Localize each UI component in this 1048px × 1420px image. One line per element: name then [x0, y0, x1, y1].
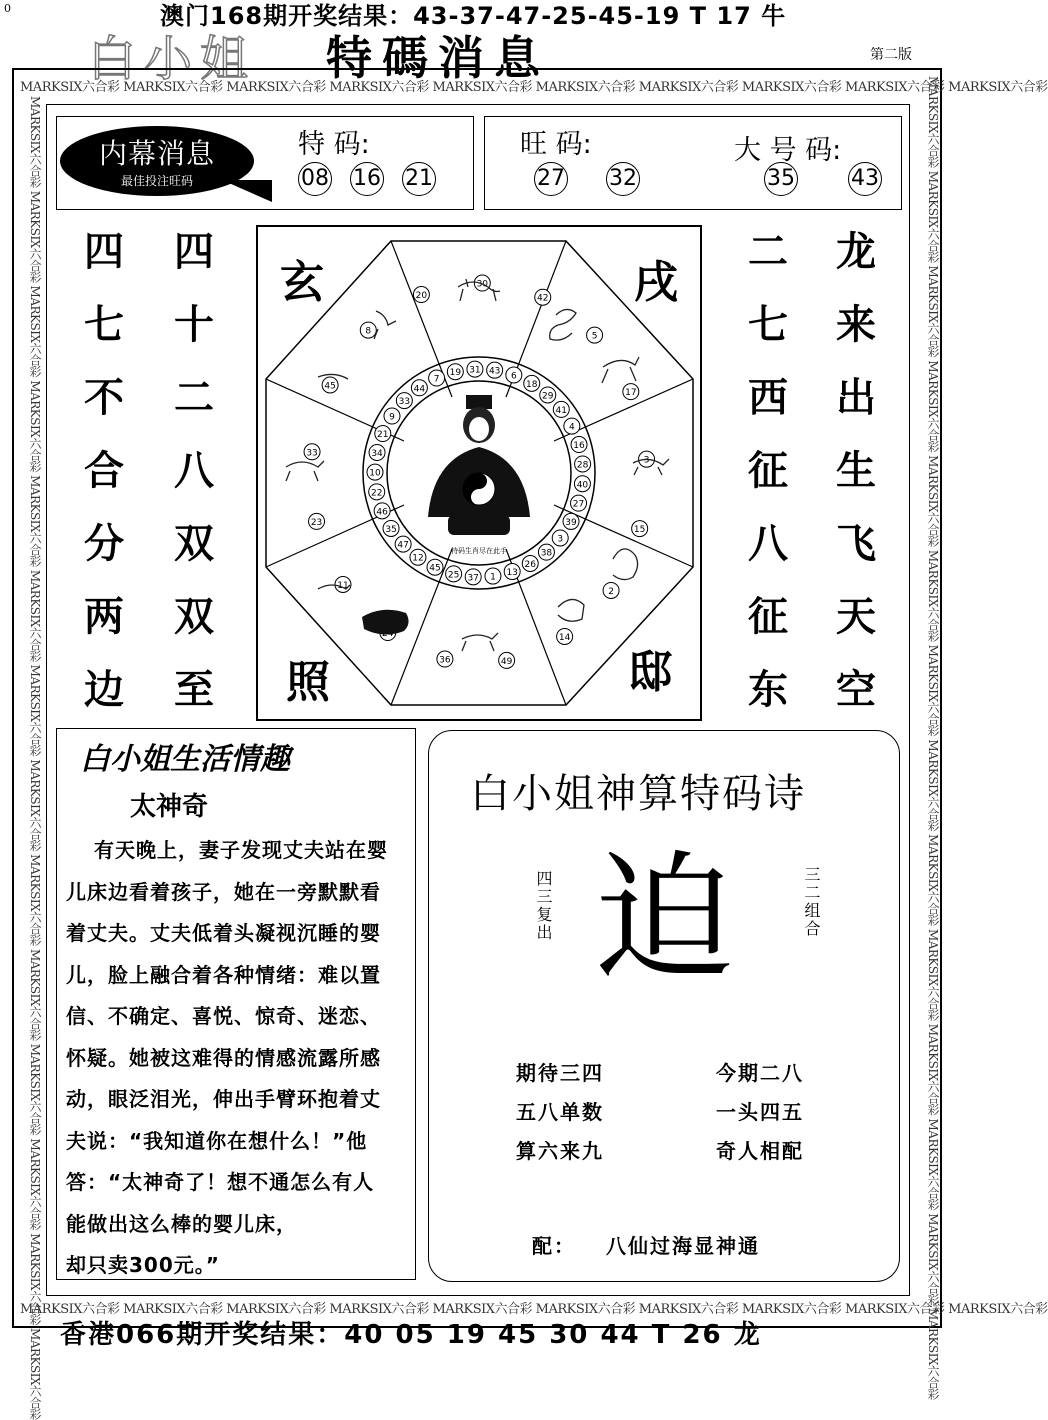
inner-number-label: 7 — [433, 374, 440, 385]
verse-char: 出 — [836, 375, 876, 421]
verse-char: 七 — [748, 302, 788, 348]
verse-char: 不 — [84, 375, 124, 421]
verse-char: 分 — [84, 521, 124, 567]
outer-number-label: 15 — [633, 525, 646, 536]
inner-number-label: 21 — [377, 430, 389, 441]
hongkong-results-banner: 香港066期开奖结果：40 05 19 45 30 44 T 26 龙 — [60, 1320, 762, 1350]
corner-glyph: 戌 — [634, 257, 678, 308]
page-title: 特碼消息 — [326, 31, 550, 85]
poem-lines-left — [516, 1054, 604, 1171]
special-ball: 21 — [402, 162, 436, 196]
big-number-label: 大 号 码: — [734, 135, 842, 166]
inner-number-label: 39 — [565, 517, 577, 528]
bubble-tail — [222, 180, 272, 202]
border-strip-bottom: MARKSIX六合彩 MARKSIX六合彩 MARKSIX六合彩 MARKSIX六合彩 MARKSIX六合彩 MARKSIX六合彩 MARKSIX六合彩 MARKSIX六合彩 MARKSIX六合彩 MARKSIX六合彩 — [20, 1302, 1048, 1317]
verse-char: 两 — [84, 594, 124, 640]
verse-char: 生 — [836, 448, 876, 494]
inner-number-label: 31 — [469, 365, 481, 376]
corner-glyph: 邸 — [628, 647, 672, 698]
border-strip-left: MARKSIX六合彩 MARKSIX六合彩 MARKSIX六合彩 MARKSIX六合彩 MARKSIX六合彩 MARKSIX六合彩 MARKSIX六合彩 MARKSIX六合彩 MARKSIX六合彩 MARKSIX六合彩 MARKSIX六合彩 MARKSIX六合彩 MARKSIX六合彩 MARKSIX六合彩 — [28, 96, 42, 1420]
inner-number-label: 26 — [524, 560, 536, 571]
border-strip-top: MARKSIX六合彩 MARKSIX六合彩 MARKSIX六合彩 MARKSIX六合彩 MARKSIX六合彩 MARKSIX六合彩 MARKSIX六合彩 MARKSIX六合彩 MARKSIX六合彩 MARKSIX六合彩 — [20, 80, 1048, 95]
story-line: 却只卖300元。” — [66, 1253, 220, 1277]
verse-char: 二 — [748, 229, 788, 275]
poem-line: 算六来九 — [516, 1139, 604, 1163]
center-caption: 特码生肖尽在此手 — [451, 547, 507, 555]
verse-char: 西 — [748, 375, 788, 421]
poem-title: 白小姐神算特码诗 — [470, 771, 806, 817]
special-ball: 08 — [298, 162, 332, 196]
poem-left-vertical: 四三复出 — [534, 870, 553, 942]
verse-char: 四 — [84, 229, 124, 275]
outer-number-label: 45 — [324, 381, 336, 392]
verse-char: 征 — [748, 594, 788, 640]
story-line: 能做出这么棒的婴儿床， — [66, 1211, 297, 1236]
inner-number-label: 18 — [526, 379, 538, 390]
inner-number-label: 45 — [429, 563, 441, 574]
poem-line: 奇人相配 — [716, 1139, 804, 1163]
outer-number-label: 33 — [306, 448, 318, 459]
verse-char: 双 — [174, 521, 214, 567]
outer-number-label: 5 — [591, 331, 598, 342]
big-ball: 43 — [848, 162, 882, 196]
zodiac-wheel — [256, 225, 702, 721]
story-body — [66, 830, 412, 1287]
ox-icon — [286, 461, 324, 481]
pig-icon — [362, 610, 409, 635]
story-headline: 太神奇 — [130, 792, 209, 822]
verse-char: 来 — [836, 302, 876, 348]
inner-number-label: 33 — [398, 397, 411, 408]
wang-label: 旺 码: — [520, 129, 592, 160]
inner-number-label: 10 — [369, 468, 381, 479]
outer-number-label: 17 — [625, 388, 637, 399]
inner-number-label: 43 — [488, 366, 501, 377]
big-ball: 35 — [764, 162, 798, 196]
pair-label: 配： — [532, 1234, 576, 1258]
verse-char: 二 — [174, 375, 214, 421]
verse-char: 八 — [174, 448, 214, 494]
verse-column-1 — [74, 216, 134, 727]
inner-number-label: 29 — [542, 391, 554, 402]
outer-number-label: 49 — [500, 656, 513, 667]
inner-number-label: 19 — [449, 368, 462, 379]
verse-char: 天 — [836, 594, 876, 640]
story-line: 儿床边看着孩子，她在一旁默默看 — [66, 879, 381, 904]
inner-number-label: 16 — [573, 441, 585, 452]
story-line: 着丈夫。丈夫低着头凝视沉睡的婴 — [66, 921, 381, 945]
inner-number-label: 41 — [555, 405, 568, 416]
story-section-title: 白小姐生活情趣 — [80, 742, 290, 777]
outer-number-label: 42 — [537, 293, 549, 304]
monkey-icon — [613, 549, 638, 580]
story-line: 儿，脸上融合着各种情绪：难以置 — [66, 962, 381, 987]
verse-char: 双 — [174, 594, 214, 640]
dog-icon — [462, 633, 498, 651]
inner-number-label: 37 — [467, 573, 479, 584]
page-number-zero: 0 — [4, 2, 11, 15]
outer-number-label: 30 — [476, 279, 489, 290]
bubble-subtitle: 最佳投注旺码 — [120, 174, 193, 188]
inner-number-label: 46 — [376, 507, 388, 518]
poem-big-character: 迫 — [594, 838, 735, 1001]
outer-number-label: 36 — [439, 655, 451, 666]
outer-number-label: 8 — [365, 326, 372, 337]
special-label: 特 码: — [298, 129, 370, 160]
wang-ball: 32 — [606, 162, 640, 196]
inner-number-label: 47 — [397, 540, 409, 551]
wang-ball: 27 — [534, 162, 568, 196]
inner-number-label: 1 — [490, 572, 496, 583]
verse-char: 合 — [84, 448, 124, 494]
border-strip-right: MARKSIX六合彩 MARKSIX六合彩 MARKSIX六合彩 MARKSIX六合彩 MARKSIX六合彩 MARKSIX六合彩 MARKSIX六合彩 MARKSIX六合彩 MARKSIX六合彩 MARKSIX六合彩 MARKSIX六合彩 MARKSIX六合彩 MARKSIX六合彩 MARKSIX六合彩 — [926, 76, 940, 1400]
inner-number-label: 27 — [572, 499, 585, 510]
macau-results-banner: 澳门168期开奖结果：43-37-47-25-45-19 T 17 牛 — [160, 2, 787, 30]
outer-number-label: 20 — [415, 291, 428, 302]
pair-text: 八仙过海显神通 — [606, 1234, 760, 1258]
inner-number-label: 34 — [371, 448, 383, 459]
story-line: 信、不确定、喜悦、惊奇、迷恋、 — [66, 1004, 381, 1028]
verse-char: 龙 — [836, 229, 876, 275]
verse-char: 四 — [174, 229, 214, 275]
corner-glyph: 照 — [286, 657, 330, 708]
verse-column-3 — [738, 216, 798, 727]
verse-char: 边 — [84, 667, 124, 713]
story-line: 夫说：“我知道你在想什么！”他 — [66, 1128, 368, 1153]
edition-label: 第二版 — [870, 47, 912, 63]
inner-number-label: 35 — [385, 524, 397, 535]
verse-char: 八 — [748, 521, 788, 567]
snake-icon — [550, 309, 576, 340]
inner-number-label: 25 — [447, 570, 460, 581]
story-line: 有天晚上，妻子发现丈夫站在婴 — [94, 838, 388, 862]
poem-right-vertical: 三二组合 — [802, 866, 821, 938]
poem-line: 期待三四 — [516, 1061, 604, 1085]
poem-line: 一头四五 — [716, 1100, 804, 1124]
horse-icon — [602, 357, 639, 383]
outer-number-label: 2 — [608, 586, 614, 597]
outer-number-label: 23 — [310, 517, 323, 528]
verse-char: 征 — [748, 448, 788, 494]
inner-number-label: 12 — [412, 553, 424, 564]
dragon-icon — [374, 311, 396, 339]
verse-column-2 — [164, 216, 224, 727]
inner-number-label: 13 — [506, 568, 518, 579]
outer-number-label: 3 — [643, 455, 650, 466]
corner-glyph: 玄 — [280, 257, 324, 308]
verse-char: 十 — [174, 302, 214, 348]
poem-line: 今期二八 — [716, 1061, 804, 1085]
special-ball: 16 — [350, 162, 384, 196]
poem-line: 五八单数 — [516, 1100, 604, 1124]
story-line: 答：“太神奇了！想不通怎么有人 — [66, 1170, 375, 1194]
poem-lines-right — [716, 1054, 804, 1171]
inner-number-label: 44 — [413, 384, 426, 395]
verse-char: 七 — [84, 302, 124, 348]
inner-number-label: 28 — [576, 460, 589, 471]
verse-char: 至 — [174, 667, 214, 713]
brand-outline-text: 白小姐 — [88, 31, 257, 87]
story-line: 动，眼泛泪光，伸出手臂环抱着丈 — [66, 1087, 381, 1111]
inner-number-label: 6 — [510, 371, 517, 382]
outer-number-label: 14 — [558, 632, 571, 643]
verse-column-4 — [826, 216, 886, 727]
inner-number-label: 38 — [540, 548, 553, 559]
verse-char: 空 — [836, 667, 876, 713]
inner-number-label: 22 — [370, 488, 383, 499]
deity-figure-icon — [428, 395, 530, 535]
zodiac-wheel-graphic — [258, 227, 700, 719]
story-line: 怀疑。她被这难得的情感流露所感 — [66, 1045, 381, 1070]
inner-number-label: 3 — [557, 534, 564, 545]
rooster-icon — [558, 599, 584, 621]
outer-number-label: 11 — [337, 581, 349, 592]
verse-char: 飞 — [836, 521, 876, 567]
verse-char: 东 — [748, 667, 788, 713]
inner-number-label: 40 — [576, 480, 589, 491]
inner-number-label: 4 — [568, 422, 575, 433]
bubble-title: 内幕消息 — [98, 137, 215, 170]
inner-number-label: 9 — [389, 412, 395, 423]
